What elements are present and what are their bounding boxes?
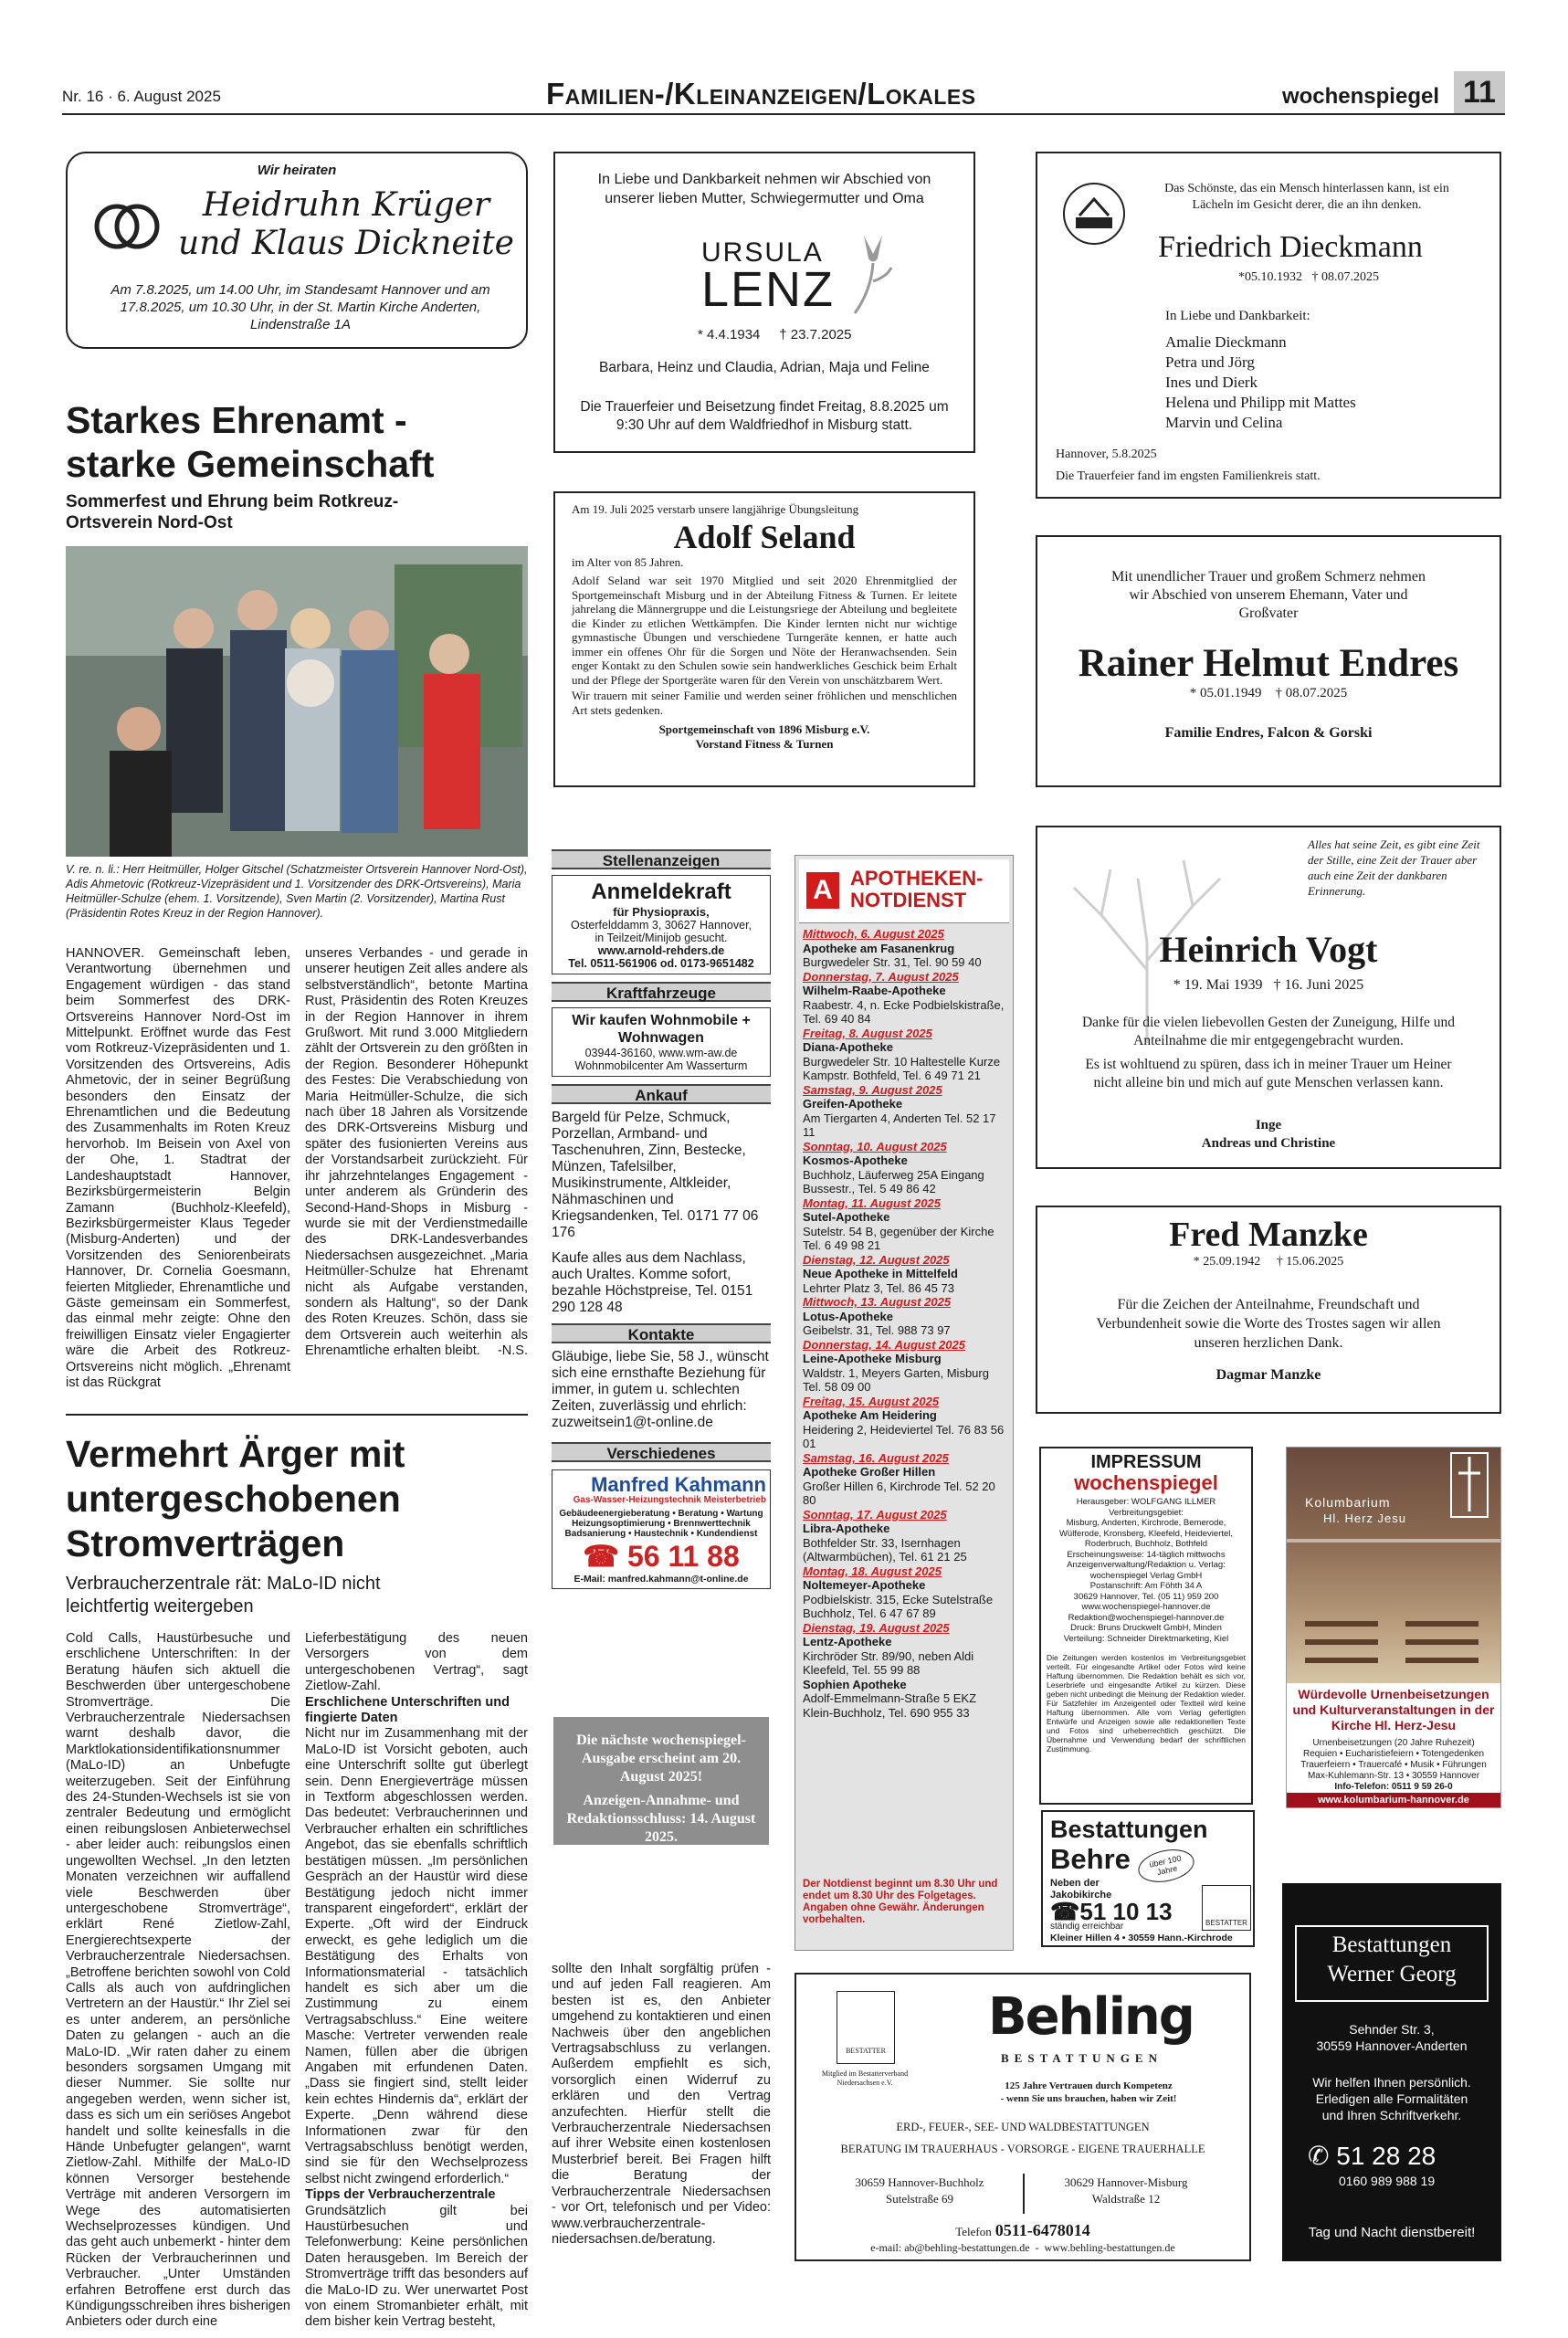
pharmacy-name: Apotheke Am Heidering bbox=[803, 1408, 937, 1422]
impressum-line: www.wochenspiegel-hannover.de bbox=[1081, 1602, 1211, 1612]
section-ankauf: Ankauf bbox=[552, 1084, 771, 1104]
pharmacy-address: Burgwedeler Str. 10 Haltestelle Kurze Kampstr. Bothfeld, Tel. 6 49 71 21 bbox=[803, 1054, 1001, 1082]
kahmann-l2: Heizungsoptimierung • Brennwerttechnik bbox=[572, 1519, 751, 1529]
pharmacy-address: Großer Hillen 6, Kirchrode Tel. 52 20 80 bbox=[803, 1479, 995, 1507]
dieckmann-name: Friedrich Dieckmann bbox=[1158, 230, 1423, 264]
pharmacy-entry bbox=[803, 1678, 1005, 1721]
phone-icon: ✆ bbox=[1308, 2142, 1330, 2170]
impressum-line: Verbreitungsgebiet: bbox=[1109, 1507, 1184, 1518]
next-issue-box bbox=[553, 1717, 769, 1845]
dieckmann-place: Hannover, 5.8.2025 bbox=[1056, 448, 1157, 461]
kolumbarium-web[interactable]: www.kolumbarium-hannover.de bbox=[1287, 1793, 1500, 1807]
deadline-text: Anzeigen-Annahme- und Redaktionsschluss: 14. August 2025. bbox=[566, 1793, 756, 1845]
section-verschiedenes: Verschiedenes bbox=[552, 1442, 771, 1462]
ad-title: Anmeldekraft bbox=[591, 879, 731, 904]
pharmacy-entry bbox=[803, 1083, 1005, 1140]
next-issue-text: Die nächste wochenspiegel-Ausgabe erscheint am 20. August 2025! bbox=[576, 1732, 746, 1785]
endres-intro: Mit unendlicher Trauer und großem Schmerz nehmen wir Abschied von unserem Ehemann, Vater und Großvater bbox=[1111, 569, 1426, 621]
family-member: Helena und Philipp mit Mattes bbox=[1165, 394, 1356, 411]
kolumbarium-label2: Hl. Herz Jesu bbox=[1323, 1511, 1407, 1525]
pharmacy-name: Wilhelm-Raabe-Apotheke bbox=[803, 984, 946, 997]
impressum-line: Redaktion@wochenspiegel-hannover.de bbox=[1068, 1612, 1225, 1623]
kol-line: Urnenbeisetzungen (20 Jahre Ruhezeit) bbox=[1312, 1738, 1475, 1748]
ad-line: Wohnmobilcenter Am Wasserturm bbox=[574, 1059, 748, 1072]
tulip-icon bbox=[846, 226, 900, 318]
pharmacy-name: Lotus-Apotheke bbox=[803, 1309, 893, 1323]
georg-name2: Werner Georg bbox=[1327, 1962, 1457, 1986]
pharmacy-footer: Der Notdienst beginnt um 8.30 Uhr und endet um 8.30 Uhr des Folgetages. Angaben ohne Gewähr. Änderungen vorbehalten. bbox=[803, 1879, 998, 1925]
georg-namebox bbox=[1295, 1925, 1489, 2002]
section-kontakte: Kontakte bbox=[552, 1323, 771, 1343]
rings-icon bbox=[91, 197, 164, 252]
pharmacy-name: Apotheke Großer Hillen bbox=[803, 1465, 936, 1479]
seland-text2: Wir trauern mit seiner Familie und werden seiner fröhlichen und menschlichen Art stets gedenken. bbox=[572, 689, 957, 717]
kol-line: Requien • Eucharistiefeiern • Totengedenken bbox=[1302, 1749, 1485, 1759]
article1-title: Starkes Ehrenamt - starke Gemeinschaft bbox=[66, 399, 435, 485]
behre-l1: Neben der bbox=[1050, 1878, 1100, 1889]
phone-icon: ☎ bbox=[583, 1540, 620, 1573]
pharmacy-date: Samstag, 9. August 2025 bbox=[803, 1082, 942, 1097]
impressum-line: Anzeigenverwaltung/Redaktion u. Verlag: bbox=[1067, 1560, 1226, 1570]
lenz-service: Die Trauerfeier und Beisetzung findet Freitag, 8.8.2025 um 9:30 Uhr auf dem Waldfriedhof in Misburg statt. bbox=[580, 399, 949, 433]
lenz-last: LENZ bbox=[701, 262, 836, 317]
wedding-label: Wir heiraten bbox=[257, 163, 337, 178]
behling-a1: 30659 Hannover-Buchholz bbox=[855, 2175, 984, 2189]
pharmacy-entry bbox=[803, 1027, 1005, 1083]
family-member: Petra und Jörg bbox=[1165, 353, 1255, 371]
pharmacy-entry bbox=[803, 1140, 1005, 1196]
pharmacy-address: Podbielskistr. 315, Ecke Sutelstraße Buchholz, Tel. 6 47 67 89 bbox=[803, 1592, 994, 1620]
pharmacy-address: Lehrter Platz 3, Tel. 86 45 73 bbox=[803, 1280, 954, 1295]
behre-l3: ständig erreichbar bbox=[1050, 1922, 1124, 1932]
seland-text: Adolf Seland war seit 1970 Mitglied und seit 2020 Ehrenmitglied der Sportgemeinschaft Misburg und in der Abteilung Fitness & Turnen. Er leitete jahrelang die Männergruppe und die Leistungsriege der Abteilung und begleitete die Kinder zu etlichen Wettkämpfen. Die Kinder lernten nicht nur wichtige gymnastische Übungen und verschiedene Turngeräte kennen, er hatte auch immer ein offenes Ohr für die Sorgen und Nöte der Heranwachsenden. Sein enger Kontakt zu den Schulen sowie sein handwerkliches Geschick beim Erhalt und der Pflege der Sportgeräte waren für den Verein von unschätzbarem Wert. bbox=[572, 574, 957, 687]
pharmacy-name: Diana-Apotheke bbox=[803, 1040, 893, 1054]
behling-logo bbox=[837, 1991, 895, 2064]
pharmacy-entry bbox=[803, 1196, 1005, 1253]
impressum-fine: Die Zeitungen werden kostenlos im Verbreitungsgebiet verteilt. Für eingesandte Artikel oder Fotos wird keine Haftung übernommen. Die Redaktion behält es sich vor, Leserbriefe und eingesandte Artikel zu kürzen. Diese geben nicht unbedingt die Meinung der Redaktion wieder. Für Satzfehler im Anzeigenteil oder Textteil wird keine Haftung übernommen. Alle vom Verlag gefertigten Entwürfe und Anzeigen sowie alle redaktionellen Texte und Fotos sind urheberrechtlich geschützt. Die Übernahme und Verwendung bedarf der schriftlichen Zustimmung. bbox=[1047, 1653, 1246, 1754]
vogt-poem: Alles hat seine Zeit, es gibt eine Zeit der Stille, eine Zeit der Trauer aber auch eine Zeit der dankbaren Erinnerung. bbox=[1308, 837, 1480, 898]
seland-sig2: Vorstand Fitness & Turnen bbox=[695, 737, 834, 751]
pharmacy-entry bbox=[803, 1253, 1005, 1296]
impressum-lines bbox=[1041, 1497, 1251, 1644]
behling-logo-text: BESTATTER bbox=[846, 2047, 886, 2055]
article2-col2a: Lieferbestätigung des neuen Versorgers von dem untergeschobenen Vertrag“, sagt Zietlow-Zahl. bbox=[305, 1631, 528, 1694]
pharmacy-address: Geibelstr. 31, Tel. 988 73 97 bbox=[803, 1323, 951, 1337]
kahmann-l3: Badsanierung • Haustechnik • Kundendienst bbox=[564, 1529, 758, 1539]
behre-logo-text: BESTATTER bbox=[1205, 1919, 1247, 1927]
behre-phone: 51 10 13 bbox=[1079, 1898, 1173, 1925]
impressum-line: Erscheinungsweise: 14-täglich mittwochs bbox=[1067, 1549, 1226, 1560]
kolumbarium-photo bbox=[1287, 1448, 1500, 1683]
family-member: Amalie Dieckmann bbox=[1165, 333, 1287, 351]
seland-intro: Am 19. Juli 2025 verstarb unsere langjährige Übungsleitung bbox=[572, 502, 859, 516]
behre-ad bbox=[1041, 1810, 1255, 1947]
page-number: 11 bbox=[1454, 71, 1505, 113]
family-member: Ines und Dierk bbox=[1165, 374, 1258, 391]
lenz-first: URSULA bbox=[701, 237, 824, 268]
obituary-seland bbox=[553, 491, 975, 787]
kahmann-name: Manfred Kahmann bbox=[591, 1473, 766, 1496]
pharmacy-address: Bothfelder Str. 33, Isernhagen (Altwarmbüchen), Tel. 61 21 25 bbox=[803, 1535, 967, 1564]
pharmacy-date: Montag, 18. August 2025 bbox=[803, 1564, 942, 1578]
kolumbarium-title: Würdevolle Urnenbeisetzungen und Kulturveranstaltungen in der Kirche Hl. Herz-Jesu bbox=[1292, 1687, 1495, 1732]
article2-subtitle: Verbraucherzentrale rät: MaLo-ID nicht leichtfertig weitergeben bbox=[66, 1574, 381, 1617]
georg-name1: Bestattungen bbox=[1331, 1933, 1452, 1957]
pharmacy-header bbox=[799, 859, 1009, 923]
pharmacy-name: Greifen-Apotheke bbox=[803, 1097, 903, 1111]
pharmacy-address: Buchholz, Läuferweg 25A Eingang Bussestr., Tel. 5 49 86 42 bbox=[803, 1167, 984, 1195]
lenz-intro: In Liebe und Dankbarkeit nehmen wir Abschied von unserer lieben Mutter, Schwiegermutter und Oma bbox=[597, 172, 931, 206]
article2-col2c: Grundsätzlich gilt bei Haustürbesuchen und Telefonwerbung: Keine persönlichen Daten herausgeben. Im Bereich der Stromverträge trifft das besonders auf die MaLo-ID zu. Wer unerwartet Post von einem Stromanbieter erhält, mit dem bisher kein Vertrag besteht, bbox=[305, 2203, 528, 2330]
pharmacy-date: Montag, 11. August 2025 bbox=[803, 1195, 941, 1210]
seland-age: im Alter von 85 Jahren. bbox=[572, 555, 684, 569]
pharmacy-title2: NOTDIENST bbox=[850, 889, 967, 911]
behre-badge: über 100 Jahre bbox=[1135, 1845, 1197, 1887]
kahmann-sub: Gas-Wasser-Heizungstechnik Meisterbetrieb bbox=[573, 1495, 766, 1505]
behling-phone: 0511-6478014 bbox=[994, 2221, 1090, 2239]
impressum-line: Postanschrift: Am Föhth 34 A bbox=[1089, 1581, 1203, 1591]
pharmacy-entry bbox=[803, 1508, 1005, 1564]
pharmacy-date: Dienstag, 12. August 2025 bbox=[803, 1252, 950, 1267]
ad-kahmann bbox=[552, 1469, 771, 1589]
georg-phone2: 0160 989 988 19 bbox=[1339, 2174, 1436, 2188]
dieckmann-note: Die Trauerfeier fand im engsten Familienkreis statt. bbox=[1056, 469, 1321, 483]
kahmann-l1: Gebäudeenergieberatung • Beratung • Wartung bbox=[559, 1509, 763, 1519]
behling-tag1: 125 Jahre Vertrauen durch Kompetenz bbox=[1005, 2080, 1173, 2091]
carpenter-icon bbox=[1061, 181, 1127, 247]
georg-footer: Tag und Nacht dienstbereit! bbox=[1308, 2225, 1476, 2240]
pharmacy-address: Heidering 2, Heideviertel Tel. 76 83 56 01 bbox=[803, 1422, 1005, 1450]
behre-logo bbox=[1202, 1885, 1251, 1931]
header-rule bbox=[62, 113, 1505, 115]
obituary-lenz bbox=[553, 152, 975, 453]
pharmacy-entry bbox=[803, 1338, 1005, 1395]
pharmacy-entry bbox=[803, 1621, 1005, 1678]
behling-phone-row bbox=[796, 2221, 1249, 2240]
kahmann-phone: 56 11 88 bbox=[626, 1540, 740, 1573]
pharmacy-address: Am Tiergarten 4, Anderten Tel. 52 17 11 bbox=[803, 1111, 996, 1139]
impressum-brand: wochenspiegel bbox=[1074, 1471, 1218, 1494]
endres-name: Rainer Helmut Endres bbox=[1078, 642, 1459, 685]
behre-addr: Kleiner Hillen 4 • 30559 Hann.-Kirchrode bbox=[1050, 1933, 1233, 1943]
behling-mail[interactable]: e-mail: ab@behling-bestattungen.de - www.behling-bestattungen.de bbox=[870, 2241, 1175, 2254]
ad-line: für Physiopraxis, bbox=[613, 905, 710, 919]
issue-date: Nr. 16 · 6. August 2025 bbox=[62, 88, 221, 105]
article2-col1: Cold Calls, Haustürbesuche und erschlichene Unterschriften: In der Beratung häufen sich aktuell die Beschwerden über untergeschobene Stromverträge. Die Verbraucherzentrale Niedersachsen warnt deshalb davor, die Marktlokationsidentifikationsnummer (MaLo-ID) an Unbefugte weiterzugeben. Seit der Einführung des 24-Stunden-Wechsels ist sie von zentraler Bedeutung und ermöglicht einen reibungslosen Anbieterwechsel - aber leider auch: reibungslos einen ungewollten Wechsel. „In den letzten Monaten verzeichnen wir auffallend viele Beschwerden über untergeschobene Stromverträge“, erklärt René Zietlow-Zahl, Energierechtsexperte der Verbraucherzentrale Niedersachsen. „Betroffene berichten sowohl von Cold Calls als auch von aufdringlichen Vertretern an der Haustür.“ Ihr Ziel sei es unter anderem, an persönliche Daten zu gelangen - auch an die MaLo-ID. „Wir raten daher zu einem besonders sorgsamen Umgang mit dieser Nummer. Sie sollte nur angegeben werden, wenn sicher ist, dass es sich um ein seriöses Angebot handelt und sollte keinesfalls in die Hände Unbefugter gelangen“, warnt Zietlow-Zahl. Mithilfe der MaLo-ID können Versorger bestehende Verträge mit anderen Versorgern im Wege des automatisierten Wechselprozesses kündigen. Und das geht auch unbemerkt - hinter dem Rücken der Verbraucherinnen und Verbraucher. „Unter Umständen erfahren Betroffene erst durch das Kündigungsschreiben ihres bisherigen Anbieters oder durch eine bbox=[66, 1631, 290, 2330]
article2-col2 bbox=[305, 1631, 528, 2330]
pharmacy-name: Sutel-Apotheke bbox=[803, 1210, 890, 1224]
wedding-text: Am 7.8.2025, um 14.00 Uhr, im Standesamt Hannover und am 17.8.2025, um 10.30 Uhr, in der St. Martin Kirche Anderten, Lindenstraße 1A bbox=[110, 282, 490, 332]
manzke-sig: Dagmar Manzke bbox=[1215, 1367, 1321, 1383]
pharmacy-address: Raabestr. 4, n. Ecke Podbielskistraße, Tel. 69 40 84 bbox=[803, 997, 1005, 1026]
pharmacy-name: Neue Apotheke in Mittelfeld bbox=[803, 1267, 958, 1280]
vogt-text1: Danke für die vielen liebevollen Gesten der Zuneigung, Hilfe und Anteilnahme die mir entgegengebracht wurden. bbox=[1081, 1015, 1456, 1048]
vogt-name: Heinrich Vogt bbox=[1159, 929, 1378, 970]
pharmacy-name: Sophien Apotheke bbox=[803, 1677, 907, 1691]
ad-line: 03944-36160, www.wm-aw.de bbox=[584, 1047, 738, 1059]
behling-a4: Waldstraße 12 bbox=[1091, 2192, 1161, 2206]
pharmacy-entry bbox=[803, 1395, 1005, 1451]
pharmacy-name: Noltemeyer-Apotheke bbox=[803, 1578, 926, 1592]
article1-rule bbox=[66, 1414, 528, 1416]
vogt-dates: * 19. Mai 1939 † 16. Juni 2025 bbox=[1173, 977, 1364, 993]
pharmacy-entry bbox=[803, 1451, 1005, 1508]
lenz-family: Barbara, Heinz und Claudia, Adrian, Maja und Feline bbox=[599, 360, 930, 375]
pharmacy-address: Sutelstr. 54 B, gegenüber der Kirche Tel. 6 49 98 21 bbox=[803, 1224, 994, 1252]
georg-phone: 51 28 28 bbox=[1336, 2142, 1436, 2170]
kahmann-mail: E-Mail: manfred.kahmann@t-online.de bbox=[574, 1574, 749, 1585]
article1-col1: HANNOVER. Gemeinschaft leben, Verantwortung übernehmen und Engagement würdigen - das stand beim Sommerfest des DRK-Ortsvereins Hannover Nord-Ost im Mittelpunkt. Eröffnet wurde das Fest vom Rotkreuz-Vizepräsidenten und 1. Vorsitzenden des Ortsvereins, Adis Ahmetovic, der in seiner Begrüßung besonders den Einsatz der Ehrenamtlichen und die Bedeutung des Zusammenhalts im Roten Kreuz hervorhob. Im Beisein von Axel von der Ohe, 1. Stadtrat der Landeshauptstadt Hannover, Bezirksbürgermeisterin Belgin Zamann (Buchholz-Kleefeld), Bezirksbürgermeister Klaus Tegeder (Misburg-Anderten) und der Vorsitzenden des Seniorenbeirats Hannover, Dr. Cornelia Goesmann, feierten Mitglieder, Ehrenamtliche und Gäste gemeinsam ein Sommerfest, das einmal mehr zeigte: Ohne den freiwilligen Einsatz vieler Engagierter wäre die Arbeit des Rotkreuz-Ortsvereins nicht möglich. „Ehrenamt ist das Rückgrat bbox=[66, 946, 290, 1390]
pharmacy-title1: APOTHEKEN- bbox=[850, 867, 984, 890]
article2-heading2: Tipps der Verbraucherzentrale bbox=[305, 2187, 496, 2203]
georg-addr2: 30559 Hannover-Anderten bbox=[1316, 2038, 1468, 2053]
pharmacy-name: Kosmos-Apotheke bbox=[803, 1153, 908, 1167]
pharmacy-address: Adolf-Emmelmann-Straße 5 EKZ Klein-Buchholz, Tel. 690 955 33 bbox=[803, 1691, 977, 1720]
seland-sig1: Sportgemeinschaft von 1896 Misburg e.V. bbox=[658, 722, 870, 736]
behling-divider bbox=[1023, 2174, 1025, 2214]
behre-l2: Jakobikirche bbox=[1050, 1890, 1112, 1901]
section-title: Familien-/Kleinanzeigen/Lokales bbox=[546, 77, 976, 111]
pharmacy-date: Sonntag, 10. August 2025 bbox=[803, 1139, 947, 1153]
family-member: Marvin und Celina bbox=[1165, 414, 1283, 431]
behling-a3: 30629 Hannover-Misburg bbox=[1064, 2175, 1188, 2189]
pharmacy-date: Donnerstag, 14. August 2025 bbox=[803, 1337, 965, 1352]
article1-col2 bbox=[305, 946, 528, 1403]
dieckmann-label: In Liebe und Dankbarkeit: bbox=[1165, 309, 1310, 323]
impressum-line: Misburg, Anderten, Kirchrode, Bemerode, Wülferode, Kronsberg, Kleefeld, Heideviertel, Roderbruch, Buchholz, Bothfeld bbox=[1058, 1518, 1234, 1549]
pharmacy-address: Waldstr. 1, Meyers Garten, Misburg Tel. 58 09 00 bbox=[803, 1365, 989, 1394]
article1-col2-text: unseres Verbandes - und gerade in unserer heutigen Zeit alles andere als selbstverständlich“, betonte Martina Rust, Präsidentin des Roten Kreuzes in der Region Hannover in ihrem Grußwort. Mit rund 3.000 Mitgliedern zählt der Ortsverein zu den größten in der Region. Besonderer Höhepunkt des Festes: Die Verabschiedung von Maria Heitmüller-Schulze, die sich nach über 18 Jahren als Vorsitzende des DRK-Ortsvereins Misburg und später des fusionierten Vereins aus der Vorstandsarbeit zurückzieht. Für ihr jahrzehntelanges Engagement - unter anderem als Gründerin des Second-Hand-Shops in Misburg - wurde sie mit der Verdienstmedaille des DRK-Landesverbandes Niedersachsen ausgezeichnet. „Maria Heitmüller-Schulze hat Ehrenamt nicht als Aufgabe verstanden, sondern als Haltung“, so der Dank des Roten Kreuzes. Schön, dass sie dem Ortsverein auch weiterhin als Ehrenamtliche erhalten bleibt. bbox=[305, 946, 528, 1359]
pharmacy-box bbox=[795, 855, 1014, 1951]
behling-tag2: - wenn Sie uns brauchen, haben wir Zeit! bbox=[1000, 2093, 1177, 2104]
pharmacy-date: Samstag, 16. August 2025 bbox=[803, 1450, 949, 1465]
impressum-line: Herausgeber: WOLFGANG ILLMER bbox=[1076, 1497, 1216, 1507]
article2-heading1: Erschlichene Unterschriften und fingierte Daten bbox=[305, 1694, 510, 1726]
wedding-ad bbox=[66, 152, 528, 349]
vogt-text2: Es ist wohltuend zu spüren, dass ich in meiner Trauer um Heiner nicht alleine bin und mich auf gute Menschen verlassen kann. bbox=[1085, 1057, 1452, 1090]
ad-line: in Teilzeit/Minijob gesucht. bbox=[595, 932, 728, 944]
pharmacy-address: Burgwedeler Str. 31, Tel. 90 59 40 bbox=[803, 955, 982, 969]
obituary-endres bbox=[1036, 535, 1501, 787]
georg-ad bbox=[1282, 1883, 1501, 2261]
georg-phone-row bbox=[1308, 2141, 1436, 2171]
ad-kontakt: Gläubige, liebe Sie, 58 J., wünscht sich eine ernsthafte Beziehung für immer, in gutem u. schlechten Zeiten, zuverlässig und ehrlich: zuzweitsein1@t-online.de bbox=[552, 1349, 769, 1430]
article1-photo bbox=[66, 546, 528, 857]
vogt-sig2: Andreas und Christine bbox=[1201, 1136, 1336, 1151]
manzke-name: Fred Manzke bbox=[1169, 1216, 1368, 1254]
pharmacy-list bbox=[795, 927, 1013, 1720]
article2-title: Vermehrt Ärger mit untergeschobenen Stromverträgen bbox=[66, 1433, 405, 1564]
pharmacy-name: Leine-Apotheke Misburg bbox=[803, 1352, 942, 1365]
article1-caption: V. re. n. li.: Herr Heitmüller, Holger Gitschel (Schatzmeister Ortsverein Hannover Nord-Ost), Adis Ahmetovic (Rotkreuz-Vizepräsident und 1. Vorsitzender des DRK-Ortsvereins), Maria Heitmüller-Schulze (ehem. 1. Vorsitzende), Sven Martin (2. Vorsitzender), Martina Rust (Präsidentin Rotes Kreuz in der Region Hannover). bbox=[66, 863, 528, 920]
dieckmann-dates: *05.10.1932 † 08.07.2025 bbox=[1238, 270, 1379, 284]
ad-ankauf2: Kaufe alles aus dem Nachlass, auch Uraltes. Komme sofort, bezahle Höchstpreise, Tel. 0151 290 128 48 bbox=[552, 1250, 753, 1315]
article1-subtitle: Sommerfest und Ehrung beim Rotkreuz-Ortsverein Nord-Ost bbox=[66, 492, 399, 532]
impressum-line: wochenspiegel Verlag GmbH bbox=[1089, 1570, 1203, 1581]
impressum-line: 30629 Hannover, Tel. (05 11) 959 200 bbox=[1073, 1591, 1219, 1602]
kol-line: Trauerfeiern • Trauercafé • Musik • Führungen bbox=[1300, 1760, 1487, 1770]
georg-addr1: Sehnder Str. 3, bbox=[1349, 2022, 1435, 2037]
ad-title: Wir kaufen Wohnmobile + Wohnwagen bbox=[572, 1013, 751, 1046]
section-stellen: Stellenanzeigen bbox=[552, 849, 771, 869]
pharmacy-date: Freitag, 8. August 2025 bbox=[803, 1026, 932, 1040]
obituary-manzke bbox=[1036, 1206, 1501, 1414]
kahmann-phone-row bbox=[556, 1539, 766, 1574]
ad-link[interactable]: www.arnold-rehders.de bbox=[597, 944, 725, 957]
seland-name: Adolf Seland bbox=[673, 519, 856, 555]
obituary-dieckmann bbox=[1036, 152, 1501, 499]
vogt-sig1: Inge bbox=[1255, 1118, 1282, 1132]
wedding-names: Heidruhn Krüger und Klaus Dickneite bbox=[178, 186, 514, 262]
brand: wochenspiegel bbox=[1281, 84, 1439, 109]
endres-family: Familie Endres, Falcon & Gorski bbox=[1164, 725, 1373, 741]
ad-anmeldekraft bbox=[552, 875, 771, 974]
pharmacy-date: Freitag, 15. August 2025 bbox=[803, 1394, 940, 1408]
kol-line: Info-Telefon: 0511 9 59 26-0 bbox=[1334, 1782, 1453, 1792]
ad-wohnmobile bbox=[552, 1007, 771, 1077]
dieckmann-family bbox=[1165, 332, 1356, 433]
kolumbarium-label1: Kolumbarium bbox=[1305, 1495, 1391, 1510]
behling-phone-label: Telefon bbox=[955, 2225, 992, 2238]
pharmacy-address: Kirchröder Str. 89/90, neben Aldi Kleefeld, Tel. 55 99 88 bbox=[803, 1648, 974, 1677]
pharmacy-entry bbox=[803, 927, 1005, 970]
georg-t2: Erledigen alle Formalitäten bbox=[1315, 2091, 1468, 2106]
pharmacy-date: Mittwoch, 6. August 2025 bbox=[803, 927, 944, 941]
pharmacy-date: Donnerstag, 7. August 2025 bbox=[803, 969, 959, 984]
behling-name: Behling bbox=[988, 1987, 1194, 2047]
ad-ankauf1: Bargeld für Pelze, Schmuck, Porzellan, Armband- und Taschenuhren, Zinn, Bestecke, Münzen, Tafelsilber, Musikinstrumente, Altkleider, Nähmaschinen und Kriegsandenken, Tel. 0171 77 06 176 bbox=[552, 1110, 759, 1240]
behling-member: Mitglied im Bestatterverband Niedersachsen e.V. bbox=[821, 2069, 909, 2087]
pharmacy-date: Mittwoch, 13. August 2025 bbox=[803, 1295, 952, 1309]
pharmacy-date: Dienstag, 19. August 2025 bbox=[803, 1620, 950, 1635]
behre-name2: Behre bbox=[1050, 1843, 1131, 1875]
endres-dates: * 05.01.1949 † 08.07.2025 bbox=[1189, 686, 1348, 700]
pharmacy-entry bbox=[803, 1564, 1005, 1621]
behling-l2: BERATUNG IM TRAUERHAUS - VORSORGE - EIGENE TRAUERHALLE bbox=[840, 2143, 1205, 2155]
pharmacy-name: Libra-Apotheke bbox=[803, 1522, 890, 1535]
ad-line: Osterfelddamm 3, 30627 Hannover, bbox=[570, 919, 752, 932]
pharmacy-name: Lentz-Apotheke bbox=[803, 1635, 892, 1648]
dieckmann-quote: Das Schönste, das ein Mensch hinterlassen kann, ist ein Lächeln im Gesicht derer, die an ihn denken. bbox=[1164, 182, 1449, 212]
kol-line: Max-Kuhlemann-Str. 13 • 30559 Hannover bbox=[1307, 1771, 1480, 1781]
article2-col2b: Nicht nur im Zusammenhang mit der MaLo-ID ist Vorsicht geboten, auch eine Unterschrift sollte gut überlegt sein. Denn Energieverträge müssen in Textform abgeschlossen werden. Das bedeutet: Verbraucherinnen und Verbraucher erhalten ein schriftliches Angebot, das sie ebenfalls schriftlich bestätigen müssen. „Im persönlichen Gespräch an der Haustür wird diese Bestätigung jedoch nicht immer transparent eingefordert“, erklärt der Experte. „Oft wird der Eindruck erweckt, es gehe lediglich um die Bestätigung des Erhalts von Informationsmaterial - tatsächlich handelt es sich aber um die Zustimmung zu einem Vertragsabschluss.“ Eine weitere Masche: Vertreter verwenden reale Namen, füllen aber die übrigen Angaben mit erfundenen Daten. „Dass sie fingiert sind, stellt leider kein echtes Hindernis da“, erklärt der Experte. „Denn während diese Informationen zwar für den Vertragsabschluss benötigt werden, sind sie für den Wechselprozess selbst nicht zwingend erforderlich.“ bbox=[305, 1726, 528, 2186]
pharmacy-entry bbox=[803, 1295, 1005, 1338]
behling-l1: ERD-, FEUER-, SEE- UND WALDBESTATTUNGEN bbox=[896, 2121, 1150, 2133]
georg-t1: Wir helfen Ihnen persönlich. bbox=[1312, 2075, 1471, 2090]
impressum-box bbox=[1039, 1447, 1253, 1805]
ad-phone: Tel. 0511-561906 od. 0173-9651482 bbox=[568, 957, 754, 970]
pharmacy-entry bbox=[803, 970, 1005, 1027]
impressum-line: Verteilung: Schneider Direktmarketing, Kiel bbox=[1063, 1633, 1229, 1644]
impressum-line: Druck: Bruns Druckwelt GmbH, Minden bbox=[1070, 1623, 1222, 1633]
behre-name1: Bestattungen bbox=[1050, 1816, 1208, 1843]
manzke-text: Für die Zeichen der Anteilnahme, Freundschaft und Verbundenheit sowie die Worte des Trostes sagen wir allen unseren herzlichen Dank. bbox=[1096, 1297, 1441, 1351]
pharmacy-name: Apotheke am Fasanenkrug bbox=[803, 941, 955, 955]
behling-sub: BESTATTUNGEN bbox=[1001, 2051, 1163, 2065]
behling-ad bbox=[795, 1973, 1251, 2261]
article1-author: -N.S. bbox=[497, 1343, 528, 1359]
obituary-vogt bbox=[1036, 826, 1501, 1169]
page-header bbox=[62, 71, 1505, 117]
manzke-dates: * 25.09.1942 † 15.06.2025 bbox=[1193, 1255, 1344, 1269]
behling-a2: Sutelstraße 69 bbox=[885, 2192, 953, 2206]
georg-t3: und Ihren Schriftverkehr. bbox=[1321, 2108, 1462, 2122]
section-kfz: Kraftfahrzeuge bbox=[552, 982, 771, 1002]
impressum-title: IMPRESSUM bbox=[1090, 1452, 1202, 1472]
kolumbarium-details bbox=[1290, 1738, 1497, 1793]
article2-col3: sollte den Inhalt sorgfältig prüfen - und auf jeden Fall reagieren. Am besten ist es, den Anbieter umgehend zu kontaktieren und einen Nachweis über den angeblichen Vertragsabschluss zu verlangen. Außerdem empfiehlt es sich, vorsorglich einen Widerruf zu erklären und den Vertrag anzufechten. Hierfür stellt die Verbraucherzentrale Niedersachsen auf ihrer Website einen kostenlosen Musterbrief bereit. Bei Fragen hilft die Beratung der Verbraucherzentrale Niedersachsen - vor Ort, telefonisch und per Video: www.verbraucherzentrale-niedersachsen.de/beratung. bbox=[552, 1962, 771, 2247]
phone-icon: ☎ bbox=[1050, 1898, 1080, 1925]
pharmacy-date: Sonntag, 17. August 2025 bbox=[803, 1507, 947, 1522]
kolumbarium-ad bbox=[1286, 1447, 1501, 1808]
pharmacy-icon: A bbox=[806, 872, 839, 909]
lenz-dates: * 4.4.1934 † 23.7.2025 bbox=[698, 327, 852, 342]
